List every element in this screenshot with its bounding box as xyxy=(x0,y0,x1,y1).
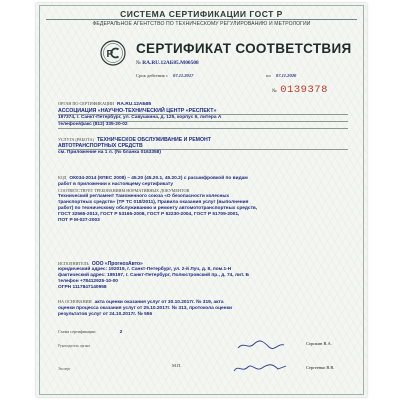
head-label: Руководитель органа xyxy=(58,344,90,348)
validity-from-date: 07.11.2017 xyxy=(173,73,194,78)
executor-ogrn: ОГРН 1117847140958 xyxy=(58,285,107,291)
executor-phone: телефон +78412925-10-00 xyxy=(58,279,118,285)
service-name-line1: ТЕХНИЧЕСКОЕ ОБСЛУЖИВАНИЕ И РЕМОНТ xyxy=(96,137,211,143)
basis-section xyxy=(58,299,348,318)
blank-serial-number xyxy=(272,84,328,96)
registration-line xyxy=(136,60,199,66)
requirements-section xyxy=(58,188,348,225)
executor-legal-address: юридический адрес: 192019, г. Санкт-Петербург, ул. 2-й Луч, д. 8, пом.1-Н xyxy=(58,267,232,273)
service-name-line2: АВТОТРАНСПОРТНЫХ СРЕДСТВ xyxy=(58,143,348,150)
certification-body-section xyxy=(58,101,348,129)
basis-line: оценки процесса оказания услуг от 25.10.2017г. № 313, протокола оценки xyxy=(58,306,232,312)
service-section xyxy=(58,137,348,156)
expert-signature xyxy=(232,361,288,375)
requirements-line: транспортных средств» (ТР ТС 018/2011), Правила оказания услуг (выполнения xyxy=(58,200,249,206)
validity-label: Срок действия xyxy=(136,73,165,78)
system-title: СИСТЕМА СЕРТИФИКАЦИИ ГОСТ Р xyxy=(120,9,283,19)
executor-label: ИСПОЛНИТЕЛЬ xyxy=(58,261,89,266)
certificate-title: СЕРТИФИКАТ СООТВЕТСТВИЯ xyxy=(136,41,352,56)
agency-name: ФЕДЕРАЛЬНОЕ АГЕНТСТВО ПО ТЕХНИЧЕСКОМУ РЕГУЛИРОВАНИЮ И МЕТРОЛОГИИ xyxy=(92,21,311,27)
validity-period xyxy=(136,73,326,78)
organ-phone: телефон/факс (812) 335-20-02 xyxy=(58,122,348,129)
basis-line: акта оценки оказания услуг от 30.10.2017г. № 319, акта xyxy=(94,300,224,305)
code-text-2: работ в приложении к настоящему сертификату xyxy=(58,182,174,188)
service-appendix: см. Приложение на 1 л. (№ бланка 0163358) xyxy=(58,150,161,156)
number-sign: № xyxy=(136,60,141,66)
requirements-line: ПОТ Р М-027-2003 xyxy=(58,218,100,224)
organ-address: 197374, г. Санкт-Петербург, ул. Савушкина, д. 125, корпус 6, литера А xyxy=(58,115,348,122)
expert-name: Сергеенко В.В. xyxy=(306,365,335,370)
expert-label: Эксперт xyxy=(58,367,71,371)
scheme-label: Схема сертификации xyxy=(58,329,96,334)
blank-number-sign: № xyxy=(272,89,278,94)
scheme-value: 2 xyxy=(119,330,123,335)
head-name: Сорокин В.А. xyxy=(306,341,332,346)
organ-name: АССОЦИАЦИЯ «НАУЧНО-ТЕХНИЧЕСКИЙ ЦЕНТР «РЕСПЕКТ» xyxy=(58,108,348,115)
service-label: УСЛУГА (РАБОТА) xyxy=(58,137,94,142)
head-signature xyxy=(236,339,286,351)
requirements-line: Технический регламент Таможенного союза «О безопасности колесных xyxy=(58,194,230,200)
scheme-section xyxy=(58,329,348,336)
basis-label: НА ОСНОВАНИИ xyxy=(58,299,92,304)
seal-label: М.П. xyxy=(172,363,182,368)
header-divider xyxy=(46,19,357,20)
basis-line: результатов услуг от 24.10.2017г. № 556 xyxy=(58,312,153,318)
requirements-line: работ) по техническому обслуживанию и ремонту автомототранспортных средств, xyxy=(58,206,258,212)
validity-from-prefix: с xyxy=(165,73,168,78)
svg-text:P: P xyxy=(106,49,114,60)
blank-number-value: 0139378 xyxy=(280,84,328,96)
requirements-line: ГОСТ 32565-2013, ГОСТ Р 53165-2008, ГОСТ Р 52230-2004, ГОСТ Р 51709-2001, xyxy=(58,212,240,218)
requirements-label: СООТВЕТСТВУЕТ ТРЕБОВАНИЯМ НОРМАТИВНЫХ ДОКУМЕНТОВ xyxy=(58,188,190,193)
executor-section xyxy=(58,261,348,291)
codes-section xyxy=(58,175,348,188)
organ-reg: RA.RU.12AБ85 xyxy=(117,102,152,107)
certificate-sheet xyxy=(36,3,367,397)
code-label: КОД xyxy=(58,175,67,180)
validity-to-prefix: по xyxy=(266,73,271,78)
validity-to-date: 07.11.2020 xyxy=(275,73,297,78)
executor-actual-address: фактический адрес: 195197, г. Санкт-Петербург, Полюстровский пр., д. 74, лит. Б xyxy=(58,273,249,279)
organ-label: ОРГАН ПО СЕРТИФИКАЦИИ xyxy=(58,101,115,106)
code-text: ОК034-2014 (КПЕС 2008) – 45.20 (45.20.1, 45.20.2) с расшифровкой по видам xyxy=(69,176,248,181)
registration-number: RA.RU.12AБ85.M00508 xyxy=(142,60,199,66)
rst-certification-logo xyxy=(100,40,126,66)
executor-name: ООО «ПрогнозАвто» xyxy=(91,261,143,267)
